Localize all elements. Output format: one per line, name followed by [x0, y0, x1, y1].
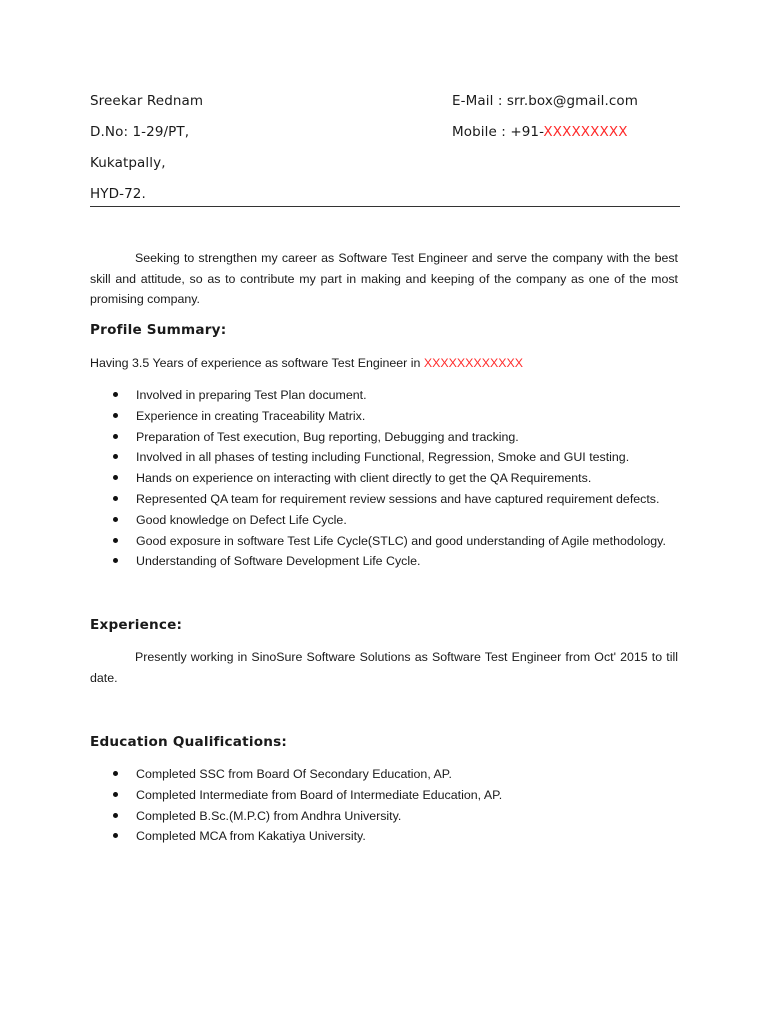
list-item-text: Completed SSC from Board Of Secondary Education, AP.: [136, 767, 452, 781]
mobile-label: Mobile : +91-: [452, 124, 544, 140]
bullet-icon: [113, 496, 118, 501]
list-item-text: Completed Intermediate from Board of Intermediate Education, AP.: [136, 787, 503, 802]
bullet-icon: [113, 792, 118, 797]
list-item: [90, 826, 690, 847]
list-item: [90, 489, 690, 510]
company-name-masked: XXXXXXXXXXXX: [423, 356, 524, 370]
bullet-icon: [113, 813, 118, 818]
list-item-text: Involved in preparing Test Plan document.: [136, 388, 367, 402]
list-item: [90, 510, 690, 531]
mobile-number-masked: XXXXXXXXX: [543, 124, 628, 140]
list-item: [90, 427, 690, 448]
list-item-text: Preparation of Test execution, Bug reporting, Debugging and tracking.: [136, 429, 519, 444]
experience-heading: Experience:: [90, 617, 183, 633]
address-line-3: HYD-72.: [90, 186, 146, 202]
list-item: [90, 468, 690, 489]
bullet-icon: [113, 413, 118, 418]
bullet-icon: [113, 771, 118, 776]
list-item: [90, 406, 690, 427]
bullet-icon: [113, 538, 118, 543]
list-item-text: Experience in creating Traceability Matrix.: [136, 408, 366, 423]
list-item: [90, 531, 690, 552]
summary-intro-text: Having 3.5 Years of experience as software Test Engineer in: [90, 356, 424, 370]
profile-summary-list: [90, 385, 690, 572]
candidate-name: Sreekar Rednam: [90, 93, 204, 109]
list-item: [90, 447, 690, 468]
list-item-text: Good exposure in software Test Life Cycle(STLC) and good understanding of Agile methodology.: [136, 533, 666, 548]
bullet-icon: [113, 475, 118, 480]
list-item-text: Good knowledge on Defect Life Cycle.: [136, 512, 347, 527]
profile-summary-heading: Profile Summary:: [90, 322, 227, 338]
bullet-icon: [113, 434, 118, 439]
education-heading: Education Qualifications:: [90, 734, 288, 750]
bullet-icon: [113, 833, 118, 838]
profile-summary-intro: [90, 354, 523, 372]
list-item-text: Completed MCA from Kakatiya University.: [136, 829, 366, 844]
education-list: [90, 764, 690, 847]
address-line-2: Kukatpally,: [90, 155, 166, 171]
list-item-text: Hands on experience on interacting with client directly to get the QA Requirements.: [136, 471, 592, 486]
email-address[interactable]: srr.box@gmail.com: [506, 93, 639, 109]
header-divider: [90, 206, 680, 207]
bullet-icon: [113, 558, 118, 563]
experience-paragraph: Presently working in SinoSure Software Solutions as Software Test Engineer from Oct' 2015 to till date.: [90, 650, 678, 685]
list-item-text: Understanding of Software Development Life Cycle.: [136, 554, 421, 569]
list-item-text: Represented QA team for requirement review sessions and have captured requirement defects.: [136, 491, 660, 506]
list-item: [90, 764, 690, 785]
bullet-icon: [113, 517, 118, 522]
email-line: [452, 93, 638, 109]
mobile-line: [452, 124, 628, 140]
email-label: E-Mail :: [452, 93, 507, 109]
list-item-text: Completed B.Sc.(M.P.C) from Andhra University.: [136, 808, 402, 823]
address-line-1: D.No: 1-29/PT,: [90, 124, 190, 140]
list-item: [90, 806, 690, 827]
list-item: [90, 551, 690, 572]
objective-paragraph: Seeking to strengthen my career as Software Test Engineer and serve the company with the best skill and attitude, so as to contribute my part in making and keeping of the company as one of the most promising company.: [90, 251, 678, 307]
bullet-icon: [113, 454, 118, 459]
list-item: [90, 785, 690, 806]
list-item: [90, 385, 690, 406]
bullet-icon: [113, 392, 118, 397]
list-item-text: Involved in all phases of testing including Functional, Regression, Smoke and GUI testing.: [136, 450, 630, 465]
